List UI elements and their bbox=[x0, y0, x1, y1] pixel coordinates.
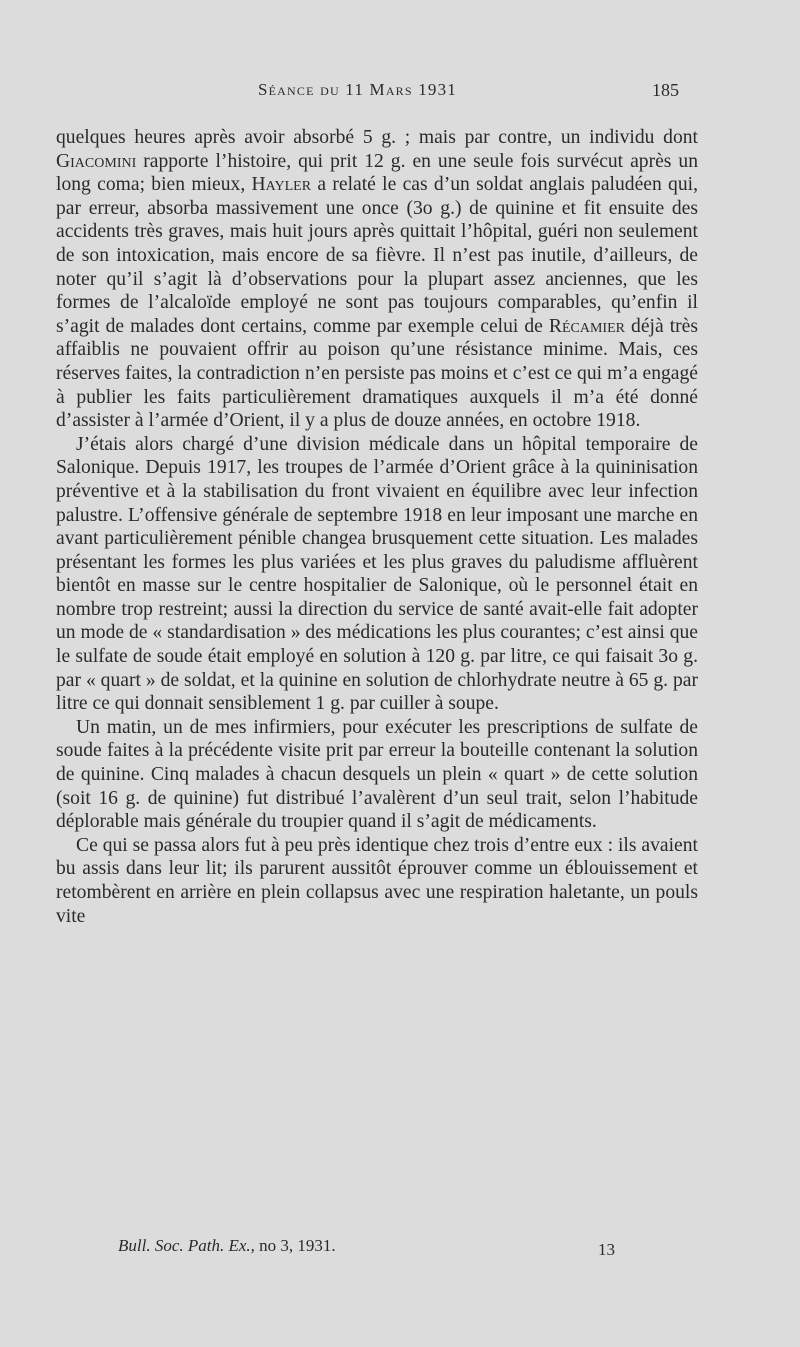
page-number: 185 bbox=[652, 80, 679, 100]
body-text bbox=[56, 126, 698, 928]
text-run: a relaté le cas d’un soldat anglais paludéen qui, par erreur, absorba massivement une once (3o g.) de quinine et fit ensuite des accidents très graves, mais huit jours après quittait l’hôpital, guéri non seulement de son intoxication, mais encore de sa fièvre. Il n’est pas inutile, d’ailleurs, de noter qu’il s’agit là d’observations pour la plupart assez anciennes, que les formes de l’alcaloïde employé ne sont pas toujours comparables, qu’enfin il s’agit de malades dont certains, comme par exemple celui de bbox=[56, 174, 698, 337]
journal-issue: no 3, 1931. bbox=[254, 1236, 336, 1255]
paragraph bbox=[56, 433, 698, 716]
journal-citation bbox=[118, 1236, 336, 1256]
paragraph bbox=[56, 716, 698, 834]
text-run: Un matin, un de mes infirmiers, pour exécuter les prescriptions de sulfate de soude faites à la précédente visite prit par erreur la bouteille contenant la solution de quinine. Cinq malades à chacun desquels un plein « quart » de cette solution (soit 16 g. de quinine) fut distribué l’avalèrent d’un seul trait, selon l’habitude déplorable mais générale du troupier quand il s’agit de médicaments. bbox=[56, 716, 698, 833]
paragraph bbox=[56, 126, 698, 433]
running-title: Séance du 11 Mars 1931 bbox=[258, 80, 458, 99]
author-name: Giacomini bbox=[56, 150, 137, 172]
text-run: J’étais alors chargé d’une division médicale dans un hôpital temporaire de Salonique. Depuis 1917, les troupes de l’armée d’Orient grâce à la quininisation préventive et à la stabilisation du front vivaient en équilibre avec leur infection palustre. L’offensive générale de septembre 1918 en leur imposant une marche en avant particulièrement pénible changea brusquement cette situation. Les malades présentant les formes les plus variées et les plus graves du paludisme affluèrent bientôt en masse sur le centre hospitalier de Salonique, où le personnel était en nombre trop restreint; aussi la direction du service de santé avait-elle fait adopter un mode de « standardisation » des médications les plus courantes; c’est ainsi que le sulfate de soude était employé en solution à 120 g. par litre, ce qui faisait 3o g. par « quart » de soldat, et la quinine en solution de chlorhydrate neutre à 65 g. par litre ce qui donnait sensiblement 1 g. par cuiller à soupe. bbox=[56, 433, 698, 715]
text-run: rapporte l’histoire, qui prit 12 g. en une seule fois survécut après un long coma; bien mieux, bbox=[56, 150, 698, 196]
author-name: Récamier bbox=[548, 315, 625, 337]
text-run: Ce qui se passa alors fut à peu près identique chez trois d’entre eux : ils avaient bu assis dans leur lit; ils parurent aussitôt éprouver comme un éblouissement et retombèrent en arrière en plein collapsus avec une respiration haletante, un pouls vite bbox=[56, 834, 698, 927]
signature-mark: 13 bbox=[598, 1240, 615, 1259]
text-run: déjà très affaiblis ne pouvaient offrir au poison qu’une résistance minime. Mais, ces réserves faites, la contradiction n’en persiste pas moins et c’est ce qui m’a engagé à publier les faits particulièrement dramatiques auxquels il m’a été donné d’assister à l’armée d’Orient, il y a plus de douze années, en octobre 1918. bbox=[56, 315, 698, 432]
page-footer bbox=[0, 1236, 800, 1260]
paragraph bbox=[56, 834, 698, 928]
running-head bbox=[0, 80, 800, 104]
text-run: quelques heures après avoir absorbé 5 g. ; mais par contre, un individu dont bbox=[56, 127, 698, 148]
author-name: Hayler bbox=[251, 174, 312, 196]
journal-title: Bull. Soc. Path. Ex., bbox=[118, 1236, 255, 1255]
